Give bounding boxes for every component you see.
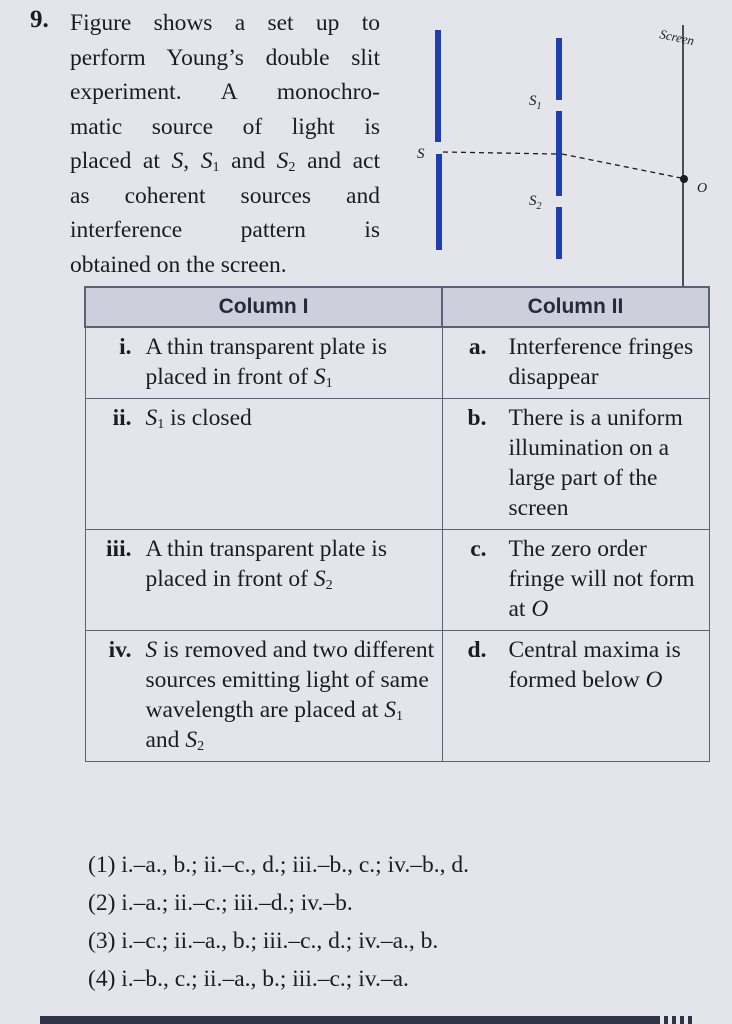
option-2[interactable]: (2) i.–a.; ii.–c.; iii.–d.; iv.–b. — [88, 890, 353, 916]
source-slit-barrier-bottom — [436, 154, 442, 250]
option-4[interactable]: (4) i.–b., c.; ii.–a., b.; iii.–c.; iv.–a. — [88, 966, 409, 992]
screen-label: Screen — [658, 26, 696, 49]
ydse-figure — [405, 0, 732, 300]
row-3-left-number: iii. — [106, 536, 132, 562]
point-o-dot — [680, 175, 688, 183]
question-line-4: matic source of light is — [70, 113, 380, 140]
row-2-left-text: $S_1$ is closed — [145, 405, 252, 432]
option-3[interactable]: (3) i.–c.; ii.–a., b.; iii.–c., d.; iv.–a., b. — [88, 928, 439, 954]
row-3-left-text: A thin transparent plate is placed in front of $S_2$ — [145, 536, 387, 593]
matching-table — [84, 286, 710, 762]
row-1-left-number: i. — [119, 334, 132, 360]
double-slit-barrier-bottom — [556, 207, 562, 259]
question-line-1: Figure shows a set up to — [70, 10, 380, 36]
row-2-right-text: There is a uniform illumination on a large part of the screen — [508, 405, 683, 521]
answer-options — [88, 846, 469, 998]
question-line-8: obtained on the screen. — [70, 251, 287, 278]
option-1[interactable]: (1) i.–a., b.; ii.–c., d.; iii.–b., c.; iv.–b., d. — [88, 852, 469, 878]
row-1-right-text: Interference fringes disappear — [508, 334, 694, 390]
column-2-header: Column II — [442, 287, 709, 327]
central-axis — [443, 152, 556, 154]
question-line-6: as coherent sources and — [70, 182, 380, 209]
table-row — [85, 530, 709, 631]
question-number: 9. — [30, 6, 49, 33]
question-line-3: experiment. A monochro- — [70, 79, 380, 105]
question-line-5: placed at S, $S_1$ and $S_2$ and act — [70, 148, 380, 175]
table-row — [85, 399, 709, 530]
slit2-label: $S_2$ — [529, 193, 542, 212]
row-1-right-number: a. — [468, 334, 487, 360]
double-slit-barrier-top — [556, 38, 562, 100]
point-o-label: O — [697, 181, 708, 196]
column-1-header: Column I — [85, 287, 442, 327]
row-3-right-number: c. — [470, 536, 487, 562]
row-4-left-number: iv. — [108, 637, 132, 663]
bottom-divider — [40, 1016, 660, 1024]
question-line-2: perform Young’s double slit — [70, 44, 380, 71]
row-1-left-text: A thin transparent plate is placed in front of $S_1$ — [145, 334, 387, 391]
slit1-label: $S_1$ — [529, 93, 542, 112]
row-4-right-number: d. — [467, 637, 487, 663]
question-line-7: interference pattern is — [70, 217, 380, 243]
row-4-right-text: Central maxima is formed below O — [508, 637, 681, 693]
bottom-divider-dashes — [664, 1016, 694, 1024]
row-2-left-number: ii. — [112, 405, 132, 431]
question-text — [70, 6, 380, 282]
source-slit-barrier-top — [435, 30, 441, 142]
double-slit-barrier-mid — [556, 111, 562, 196]
row-3-right-text: The zero order fringe will not form at O — [508, 536, 695, 622]
row-2-right-number: b. — [467, 405, 487, 431]
central-axis-2 — [562, 154, 681, 178]
table-row — [85, 631, 709, 762]
source-label: S — [417, 146, 425, 162]
table-row — [85, 327, 709, 399]
row-4-left-text: S is removed and two different sources emitting light of same wavelength are placed at $S_1$ and $S_2$ — [145, 637, 435, 754]
